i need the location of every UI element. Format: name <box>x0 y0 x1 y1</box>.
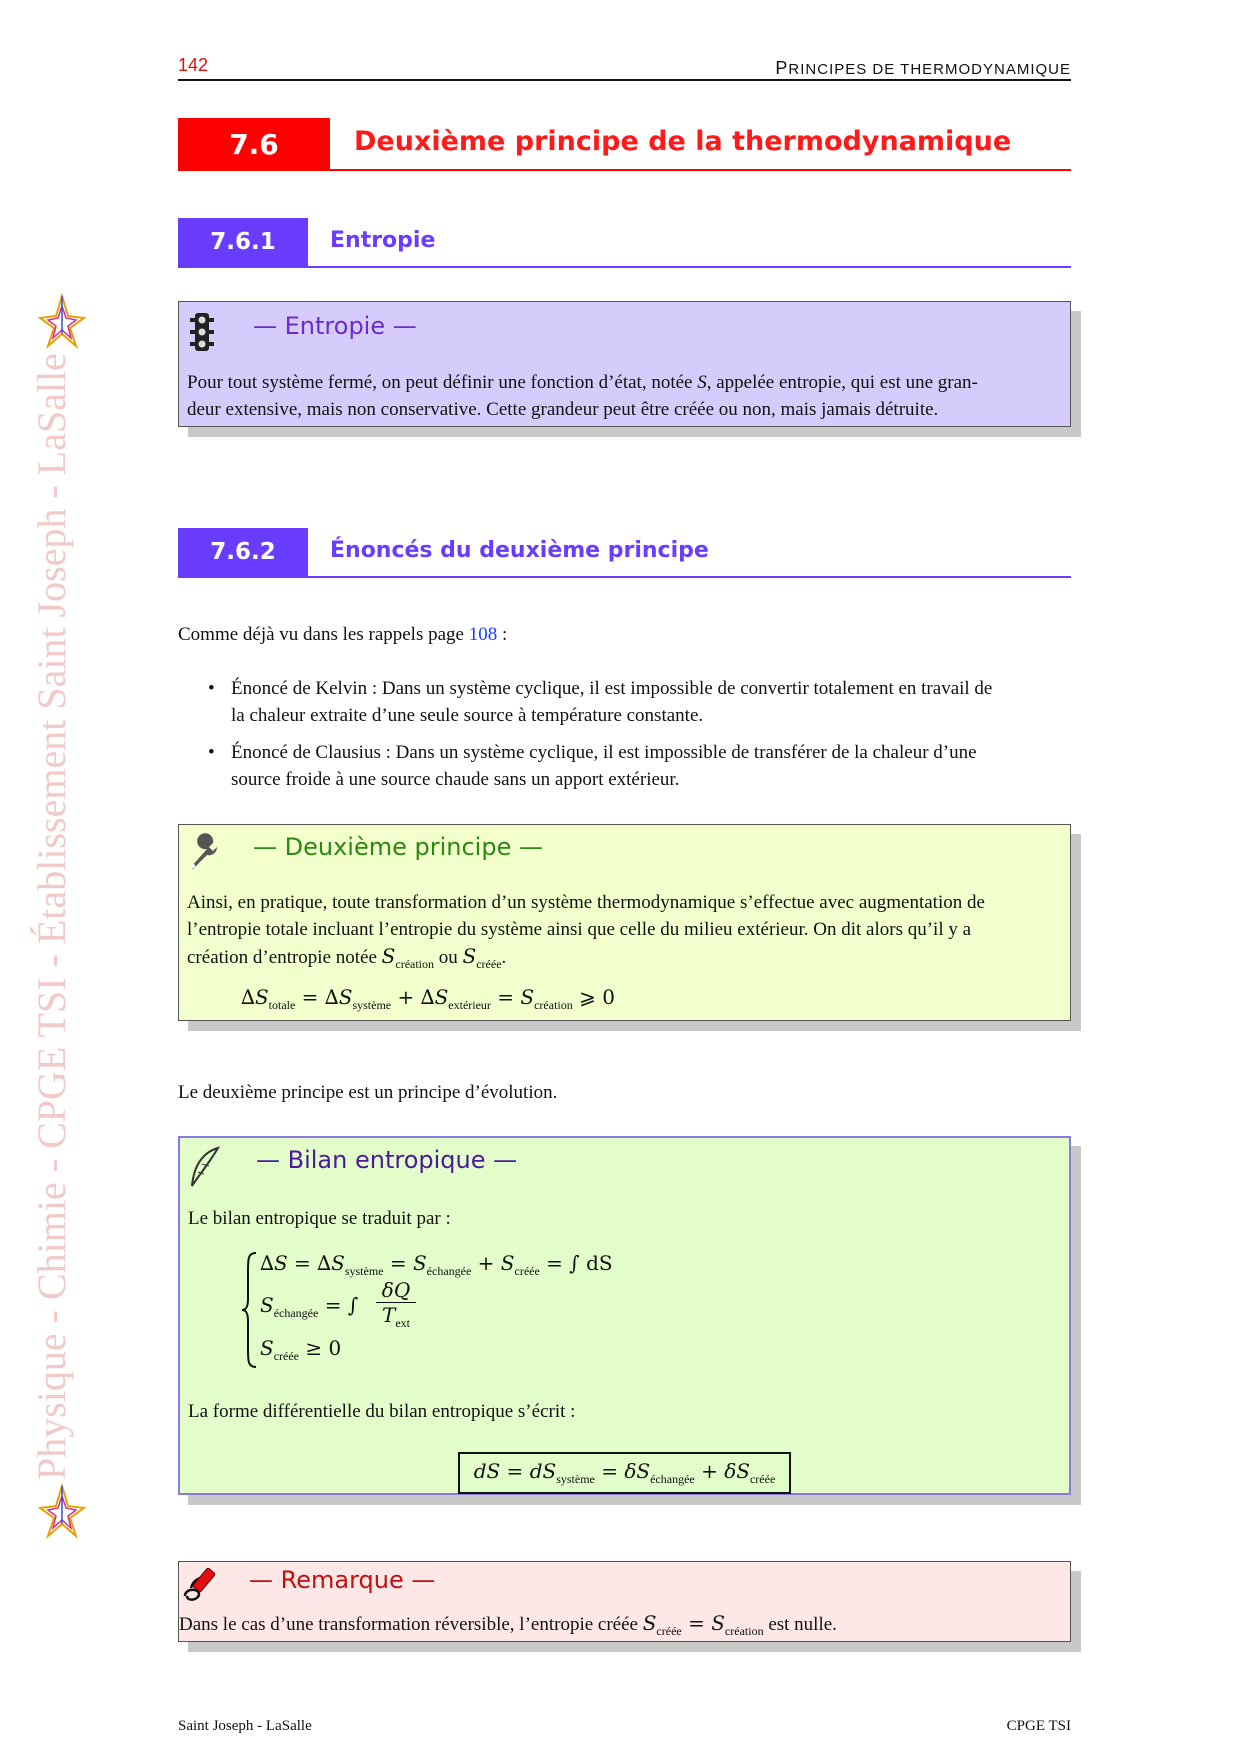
bullet-dot-icon: • <box>208 678 215 699</box>
box-bilan-intro: Le bilan entropique se traduit par : <box>188 1208 451 1229</box>
principe-ou-text: ou <box>434 947 463 968</box>
entropie-text-start: Pour tout système fermé, on peut définir une fonction d’état, notée <box>187 372 698 393</box>
box-principe-line-3 <box>187 943 1064 978</box>
eq1-sub-echangee: échangée <box>426 1264 472 1278</box>
section-number: 7.6 <box>178 118 330 170</box>
remarque-sub-creee: créée <box>656 1624 682 1638</box>
bullet-list <box>178 675 1071 793</box>
bullet-dot-icon: • <box>208 742 215 763</box>
principe-period: . <box>501 947 507 968</box>
box-remarque-title: — Remarque — <box>249 1566 436 1594</box>
bullet-line-1: Énoncé de Kelvin : Dans un système cyclique, il est impossible de convertir totalement en travail de <box>231 678 993 699</box>
differential-equation-box <box>458 1452 791 1494</box>
fraction-sub-ext: ext <box>395 1316 410 1330</box>
s-creee-subscript: créée <box>476 957 502 971</box>
s-creee-symbol: $S_{créée}$ <box>462 944 502 971</box>
page-number: 142 <box>178 55 209 75</box>
box-bilan-title: — Bilan entropique — <box>256 1146 518 1174</box>
eq-sub-creation: création <box>534 998 573 1012</box>
eq1-sub-systeme: système <box>344 1264 384 1278</box>
list-item <box>178 739 1071 793</box>
eq-sub-totale: totale <box>268 998 296 1012</box>
remarque-sub-creation: création <box>724 1624 764 1638</box>
quill-icon <box>186 1146 222 1190</box>
remarque-text-start: Dans le cas d’une transformation réversible, l’entropie créée <box>179 1614 643 1635</box>
equation-system-brace <box>240 1251 260 1369</box>
box-principe-title: — Deuxième principe — <box>253 833 543 861</box>
subsection-number: 7.6.1 <box>178 218 308 266</box>
section-title: Deuxième principe de la thermodynamique <box>354 126 1012 157</box>
box-entropie-line-1 <box>187 369 1064 396</box>
eq-sub-exterieur: extérieur <box>448 998 491 1012</box>
eq-sub-systeme: système <box>352 998 392 1012</box>
remarque-equation: $S_{créée} = S_{création}$ <box>642 1611 764 1638</box>
box-principe-text <box>187 889 1064 978</box>
box-bilan-diff-text: La forme différentielle du bilan entropique s’écrit : <box>188 1401 576 1422</box>
watermark-star-bottom-icon <box>38 1482 86 1540</box>
diff-sub-echangee: échangée <box>650 1472 695 1486</box>
eq1-integral: ∫ dS <box>569 1251 613 1275</box>
box-remarque <box>178 1561 1071 1642</box>
side-watermark <box>28 280 78 1480</box>
eq2-sub-echangee: échangée <box>273 1306 319 1320</box>
entropie-variable: S <box>697 372 707 393</box>
subsection-number: 7.6.2 <box>178 528 308 576</box>
bullet-line-2: la chaleur extraite d’une seule source à température constante. <box>231 705 704 726</box>
bullet-line-1: Énoncé de Clausius : Dans un système cyclique, il est impossible de transférer de la chaleur d’une <box>231 742 977 763</box>
intro-paragraph <box>178 621 507 648</box>
fraction-numerator: δQ <box>376 1278 416 1303</box>
chapter-title-initial: P <box>775 58 789 78</box>
chapter-title <box>775 58 1071 79</box>
watermark-text: Physique - Chimie - CPGE TSI - Établissement Saint Joseph - LaSalle <box>29 353 74 1480</box>
diff-sub-creee: créée <box>749 1472 776 1486</box>
box-entropie-line-2: deur extensive, mais non conservative. Cette grandeur peut être créée ou non, mais jamais détruite. <box>187 399 939 420</box>
principe-line3-text: création d’entropie notée <box>187 947 382 968</box>
box-bilan <box>178 1136 1071 1495</box>
list-item <box>178 675 1071 729</box>
equation-line-1: $\Delta S = \Delta S_{système} = S_{échangée} + S_{créée}$ = ∫ dS <box>260 1251 613 1278</box>
footer-right: CPGE TSI <box>1006 1718 1071 1734</box>
subsection-title: Entropie <box>330 228 436 253</box>
eq1-sub-creee: créée <box>514 1264 540 1278</box>
entropie-text-after: , appelée entropie, qui est une gran- <box>706 372 978 393</box>
subsection-rule <box>178 576 1071 578</box>
box-principe <box>178 824 1071 1021</box>
section-rule <box>178 169 1071 171</box>
evolution-paragraph: Le deuxième principe est un principe d’évolution. <box>178 1082 558 1103</box>
subsection-rule <box>178 266 1071 268</box>
header-rule <box>178 79 1071 81</box>
box-entropie <box>178 301 1071 427</box>
eq3-geq: ≥ 0 <box>305 1336 342 1360</box>
second-principle-equation: $\Delta S_{totale} = \Delta S_{système} + \Delta S_{extérieur} = S_{création}$ ⩾ 0 <box>241 985 615 1012</box>
subsection-title: Énoncés du deuxième principe <box>330 538 709 563</box>
footer-left: Saint Joseph - LaSalle <box>178 1718 312 1734</box>
equation-line-2: $S_{échangée}$ = ∫ <box>260 1293 359 1320</box>
equation-line-3: $S_{créée} \ge 0$ <box>260 1336 342 1363</box>
diff-sub-systeme: système <box>556 1472 595 1486</box>
page-reference-link[interactable]: 108 <box>468 624 498 645</box>
box-principe-line-1: Ainsi, en pratique, toute transformation d’un système thermodynamique s’effectue avec augmentation de <box>187 892 985 913</box>
equation-fraction <box>376 1278 416 1335</box>
chapter-title-rest: RINCIPES DE THERMODYNAMIQUE <box>788 61 1071 78</box>
pen-note-icon <box>181 1566 221 1604</box>
intro-text: Comme déjà vu dans les rappels page <box>178 624 469 645</box>
watermark-star-top-icon <box>38 292 86 350</box>
eq-rhs: ⩾ 0 <box>579 985 615 1009</box>
eq3-sub-creee: créée <box>273 1349 300 1363</box>
s-creation-symbol: $S_{création}$ <box>381 944 435 971</box>
box-remarque-text <box>179 1610 1072 1645</box>
fraction-denominator: $T_{ext}$ <box>381 1303 410 1330</box>
box-entropie-title: — Entropie — <box>253 312 417 340</box>
differential-equation: dS = $dS_{système} = \delta S_{échangée} + \delta S_{créée}$ <box>473 1459 776 1486</box>
traffic-light-icon <box>189 312 215 352</box>
remarque-text-end: est nulle. <box>763 1614 837 1635</box>
wrench-icon <box>185 833 223 871</box>
box-entropie-text <box>187 369 1064 423</box>
s-creation-subscript: création <box>395 957 435 971</box>
box-principe-line-2: l’entropie totale incluant l’entropie du système ainsi que celle du milieu extérieur. On dit alors qu’il y a <box>187 919 972 940</box>
bullet-line-2: source froide à une source chaude sans un apport extérieur. <box>231 769 680 790</box>
intro-colon: : <box>497 624 508 645</box>
